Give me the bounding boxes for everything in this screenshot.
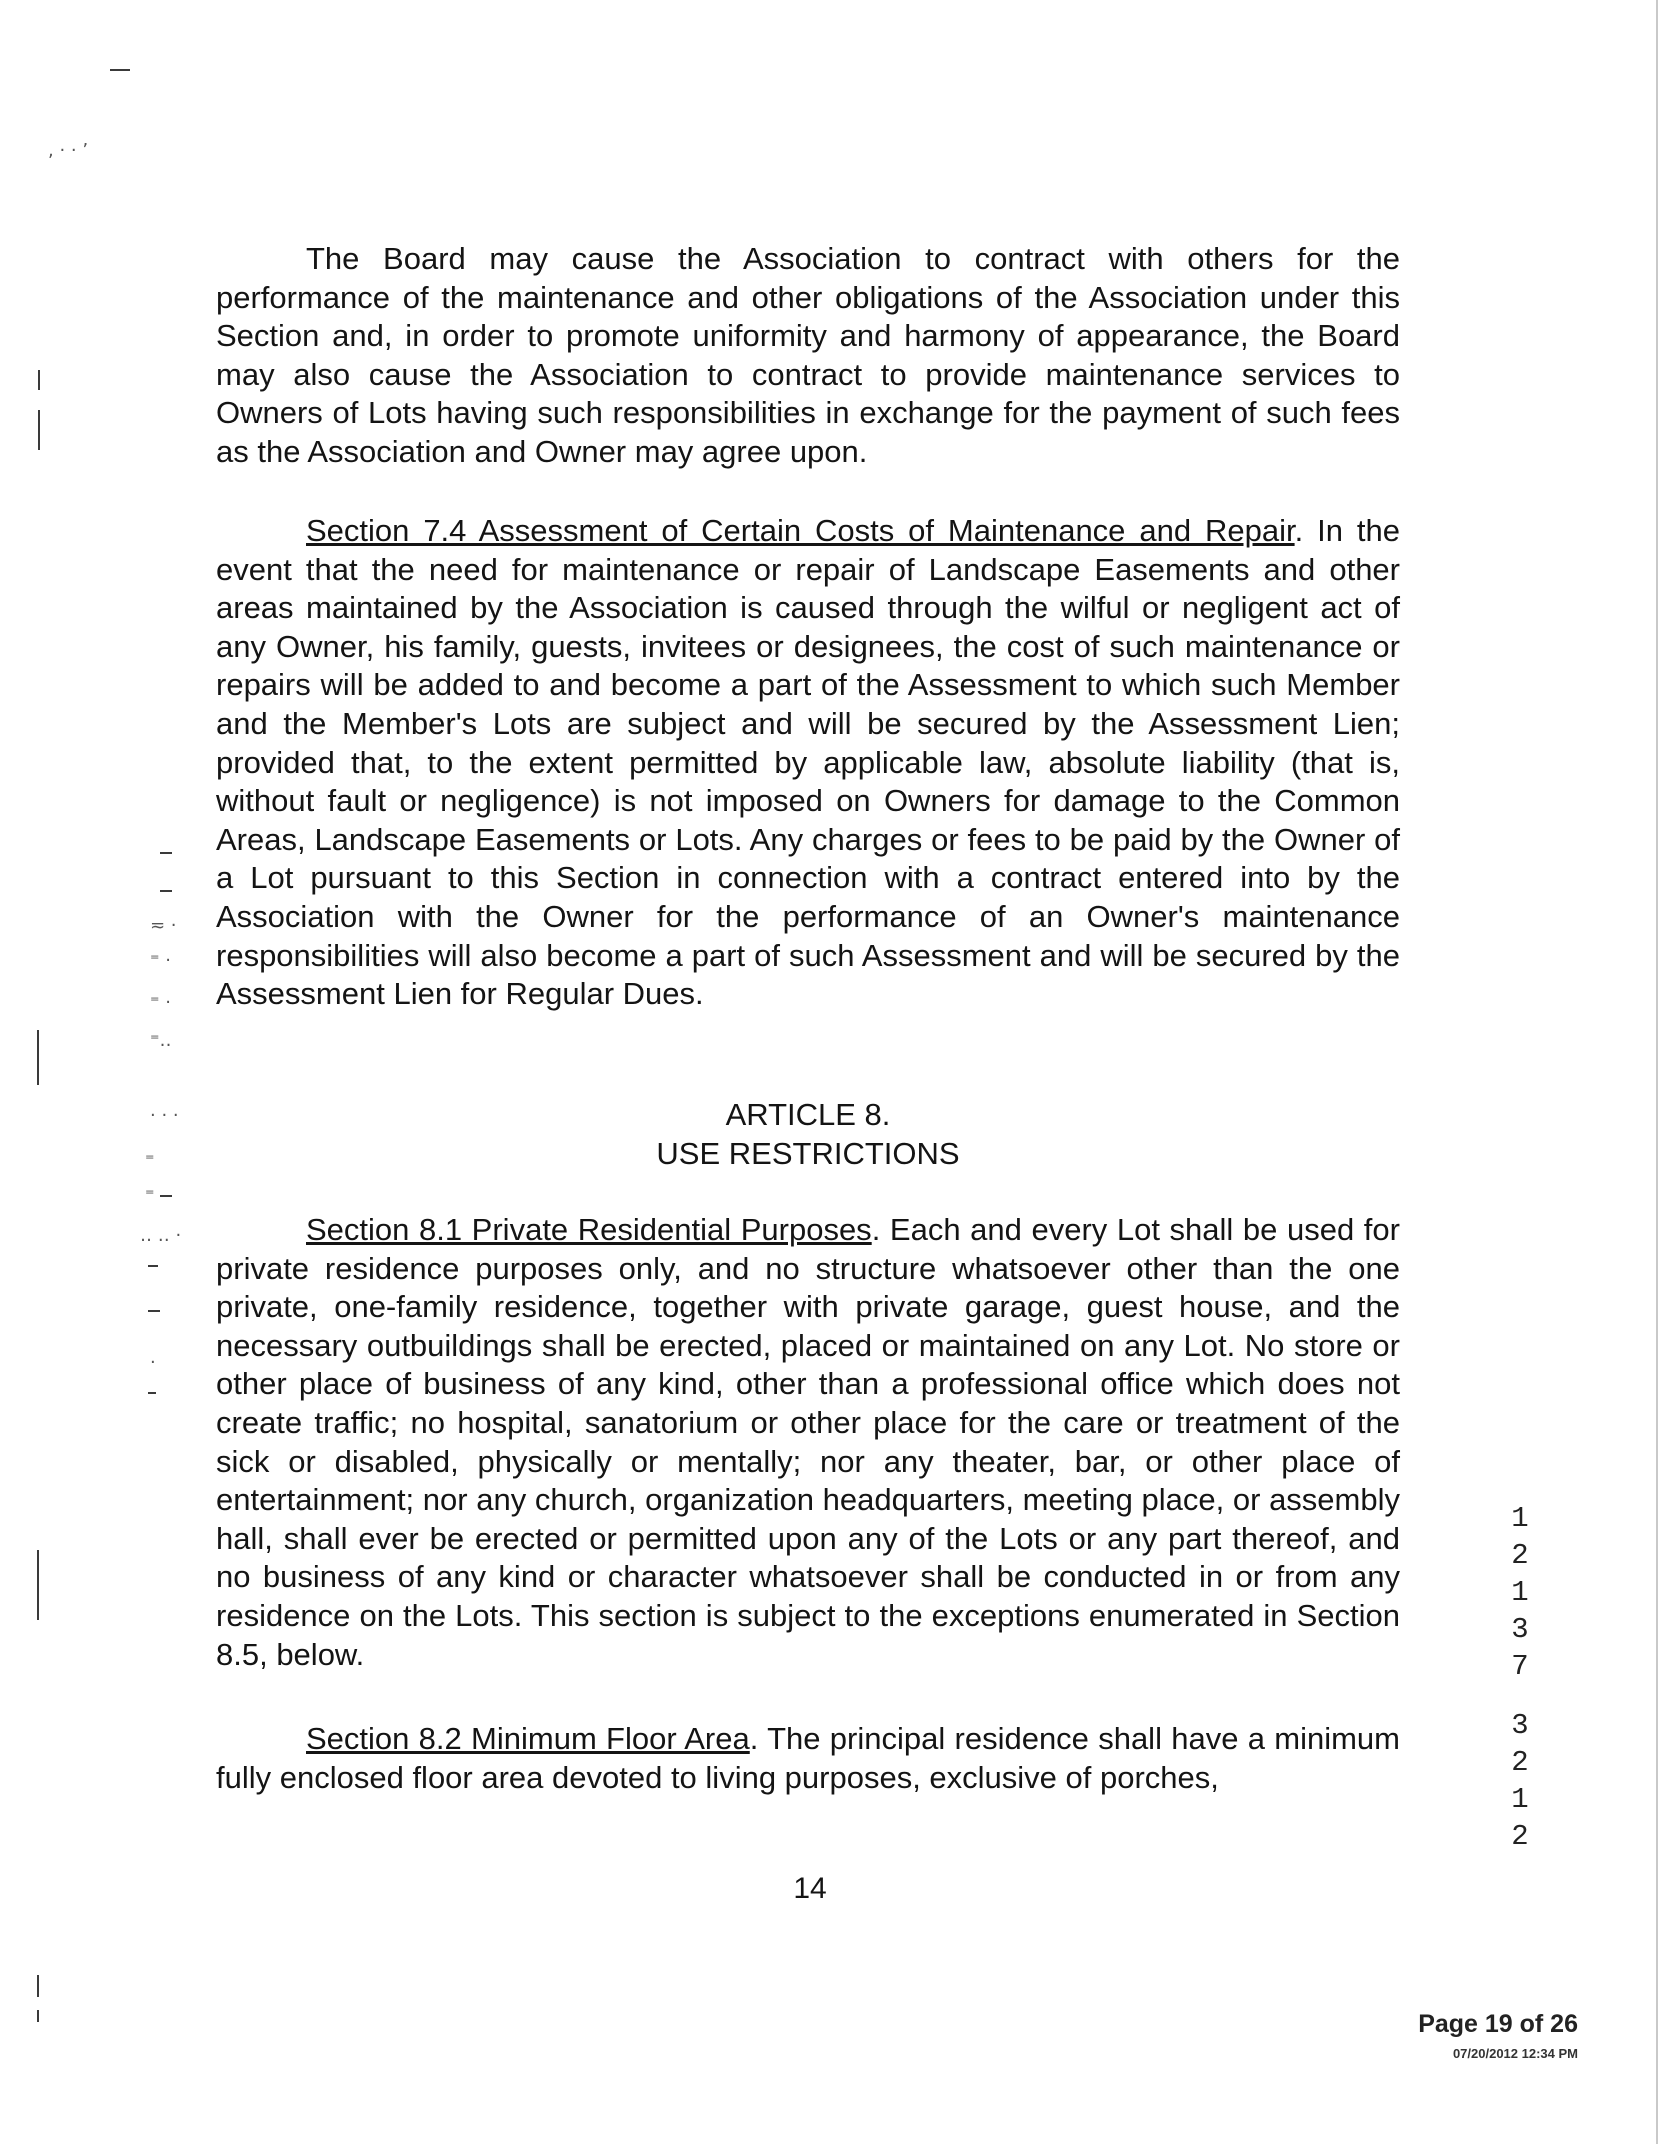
scan-speck: ⁼ · xyxy=(150,950,171,971)
scan-mark xyxy=(37,1550,39,1620)
doc-digit: 3 xyxy=(1511,1709,1529,1742)
page-number: 14 xyxy=(793,1872,827,1905)
doc-digit: 2 xyxy=(1511,1746,1529,1779)
scan-edge-line xyxy=(1656,0,1658,2144)
section-8-2-body: . The principal residence shall have a minimum fully enclosed floor area devoted to living purposes, exclusive of porches, xyxy=(216,1721,1400,1795)
scan-mark xyxy=(160,852,172,854)
doc-digit: 7 xyxy=(1511,1650,1529,1683)
scan-mark xyxy=(148,1265,158,1267)
section-7-4-body: . In the event that the need for maintenance or repair of Landscape Easements and other areas maintained by the Association is caused through the wilful or negligent act of any Owner, his family, guests, invitees or designees, the cost of such maintenance or repairs will be added to and become a part of the Assessment to which such Member and the Member's Lots are subject and will be secured by the Assessment Lien; provided that, to the extent permitted by applicable law, absolute liability (that is, without fault or negligence) is not imposed on Owners for damage to the Common Areas, Landscape Easements or Lots. Any charges or fees to be paid by the Owner of a Lot pursuant to this Section in connection with a contract entered into by the Association with the Owner for the performance of an Owner's maintenance responsibilities will also become a part of such Assessment and will be secured by the Assessment Lien for Regular Dues. xyxy=(216,513,1400,1012)
scan-speck: ⁼ · xyxy=(150,992,171,1013)
section-8-2-heading: Section 8.2 Minimum Floor Area xyxy=(306,1721,750,1756)
scan-speck: ⁼ xyxy=(145,1185,155,1206)
scan-speck: ‥ ‥ · xyxy=(140,1225,182,1246)
doc-digit: 1 xyxy=(1511,1502,1529,1535)
scan-mark xyxy=(148,1310,160,1312)
board-paragraph-text: The Board may cause the Association to contract with others for the performance of the maintenance and other obligations of the Association under this Section and, in order to promote uniformity and harmony of appearance, the Board may also cause the Association to contract to provide maintenance services to Owners of Lots having such responsibilities in exchange for the payment of such fees as the Association and Owner may agree upon. xyxy=(216,241,1400,469)
scan-mark xyxy=(37,2010,39,2022)
scan-mark xyxy=(37,1030,39,1085)
section-8-1-heading: Section 8.1 Private Residential Purposes xyxy=(306,1212,872,1247)
scan-speck: ⁼‥ xyxy=(150,1030,172,1051)
doc-digit: 1 xyxy=(1511,1576,1529,1609)
scan-mark xyxy=(160,1195,172,1197)
section-7-4-paragraph xyxy=(216,512,1400,1014)
footer-page-count: Page 19 of 26 xyxy=(1418,2010,1578,2038)
doc-digit: 1 xyxy=(1511,1783,1529,1816)
scan-mark xyxy=(148,1392,156,1394)
article-title: USE RESTRICTIONS xyxy=(656,1136,960,1171)
scan-speck: ≂ · xyxy=(150,915,177,936)
doc-digit: 2 xyxy=(1511,1820,1529,1853)
scan-mark xyxy=(37,1975,39,1997)
doc-digit: 2 xyxy=(1511,1539,1529,1572)
section-8-2-paragraph xyxy=(216,1720,1400,1797)
board-paragraph xyxy=(216,240,1400,472)
footer-timestamp: 07/20/2012 12:34 PM xyxy=(1452,2046,1578,2061)
document-number-stamp xyxy=(1500,1500,1540,1855)
article-number: ARTICLE 8. xyxy=(725,1097,891,1132)
doc-digit: 3 xyxy=(1511,1613,1529,1646)
scan-mark xyxy=(160,890,172,892)
scan-mark xyxy=(38,410,40,450)
section-7-4-heading: Section 7.4 Assessment of Certain Costs of Maintenance and Repair xyxy=(306,513,1295,548)
scan-speck: · · · xyxy=(150,1105,179,1126)
scan-speck: · xyxy=(150,1352,156,1373)
scan-speck: , · · ’ xyxy=(48,140,89,161)
scan-mark xyxy=(110,69,130,71)
scan-speck: ⁼ xyxy=(145,1150,155,1171)
scan-mark xyxy=(38,370,40,390)
section-8-1-body: . Each and every Lot shall be used for private residence purposes only, and no structure whatsoever other than the one private, one-family residence, together with private garage, guest house, and the necessary outbuildings shall be erected, placed or maintained on any Lot. No store or other place of business of any kind, other than a professional office which does not create traffic; no hospital, sanatorium or other place for the care or treatment of the sick or disabled, physically or mentally; nor any theater, bar, or other place of entertainment; nor any church, organization headquarters, meeting place, or assembly hall, shall ever be erected or permitted upon any of the Lots or any part thereof, and no business of any kind or character whatsoever shall be conducted in or from any residence on the Lots. This section is subject to the exceptions enumerated in Section 8.5, below. xyxy=(216,1212,1400,1672)
section-8-1-paragraph xyxy=(216,1211,1400,1674)
